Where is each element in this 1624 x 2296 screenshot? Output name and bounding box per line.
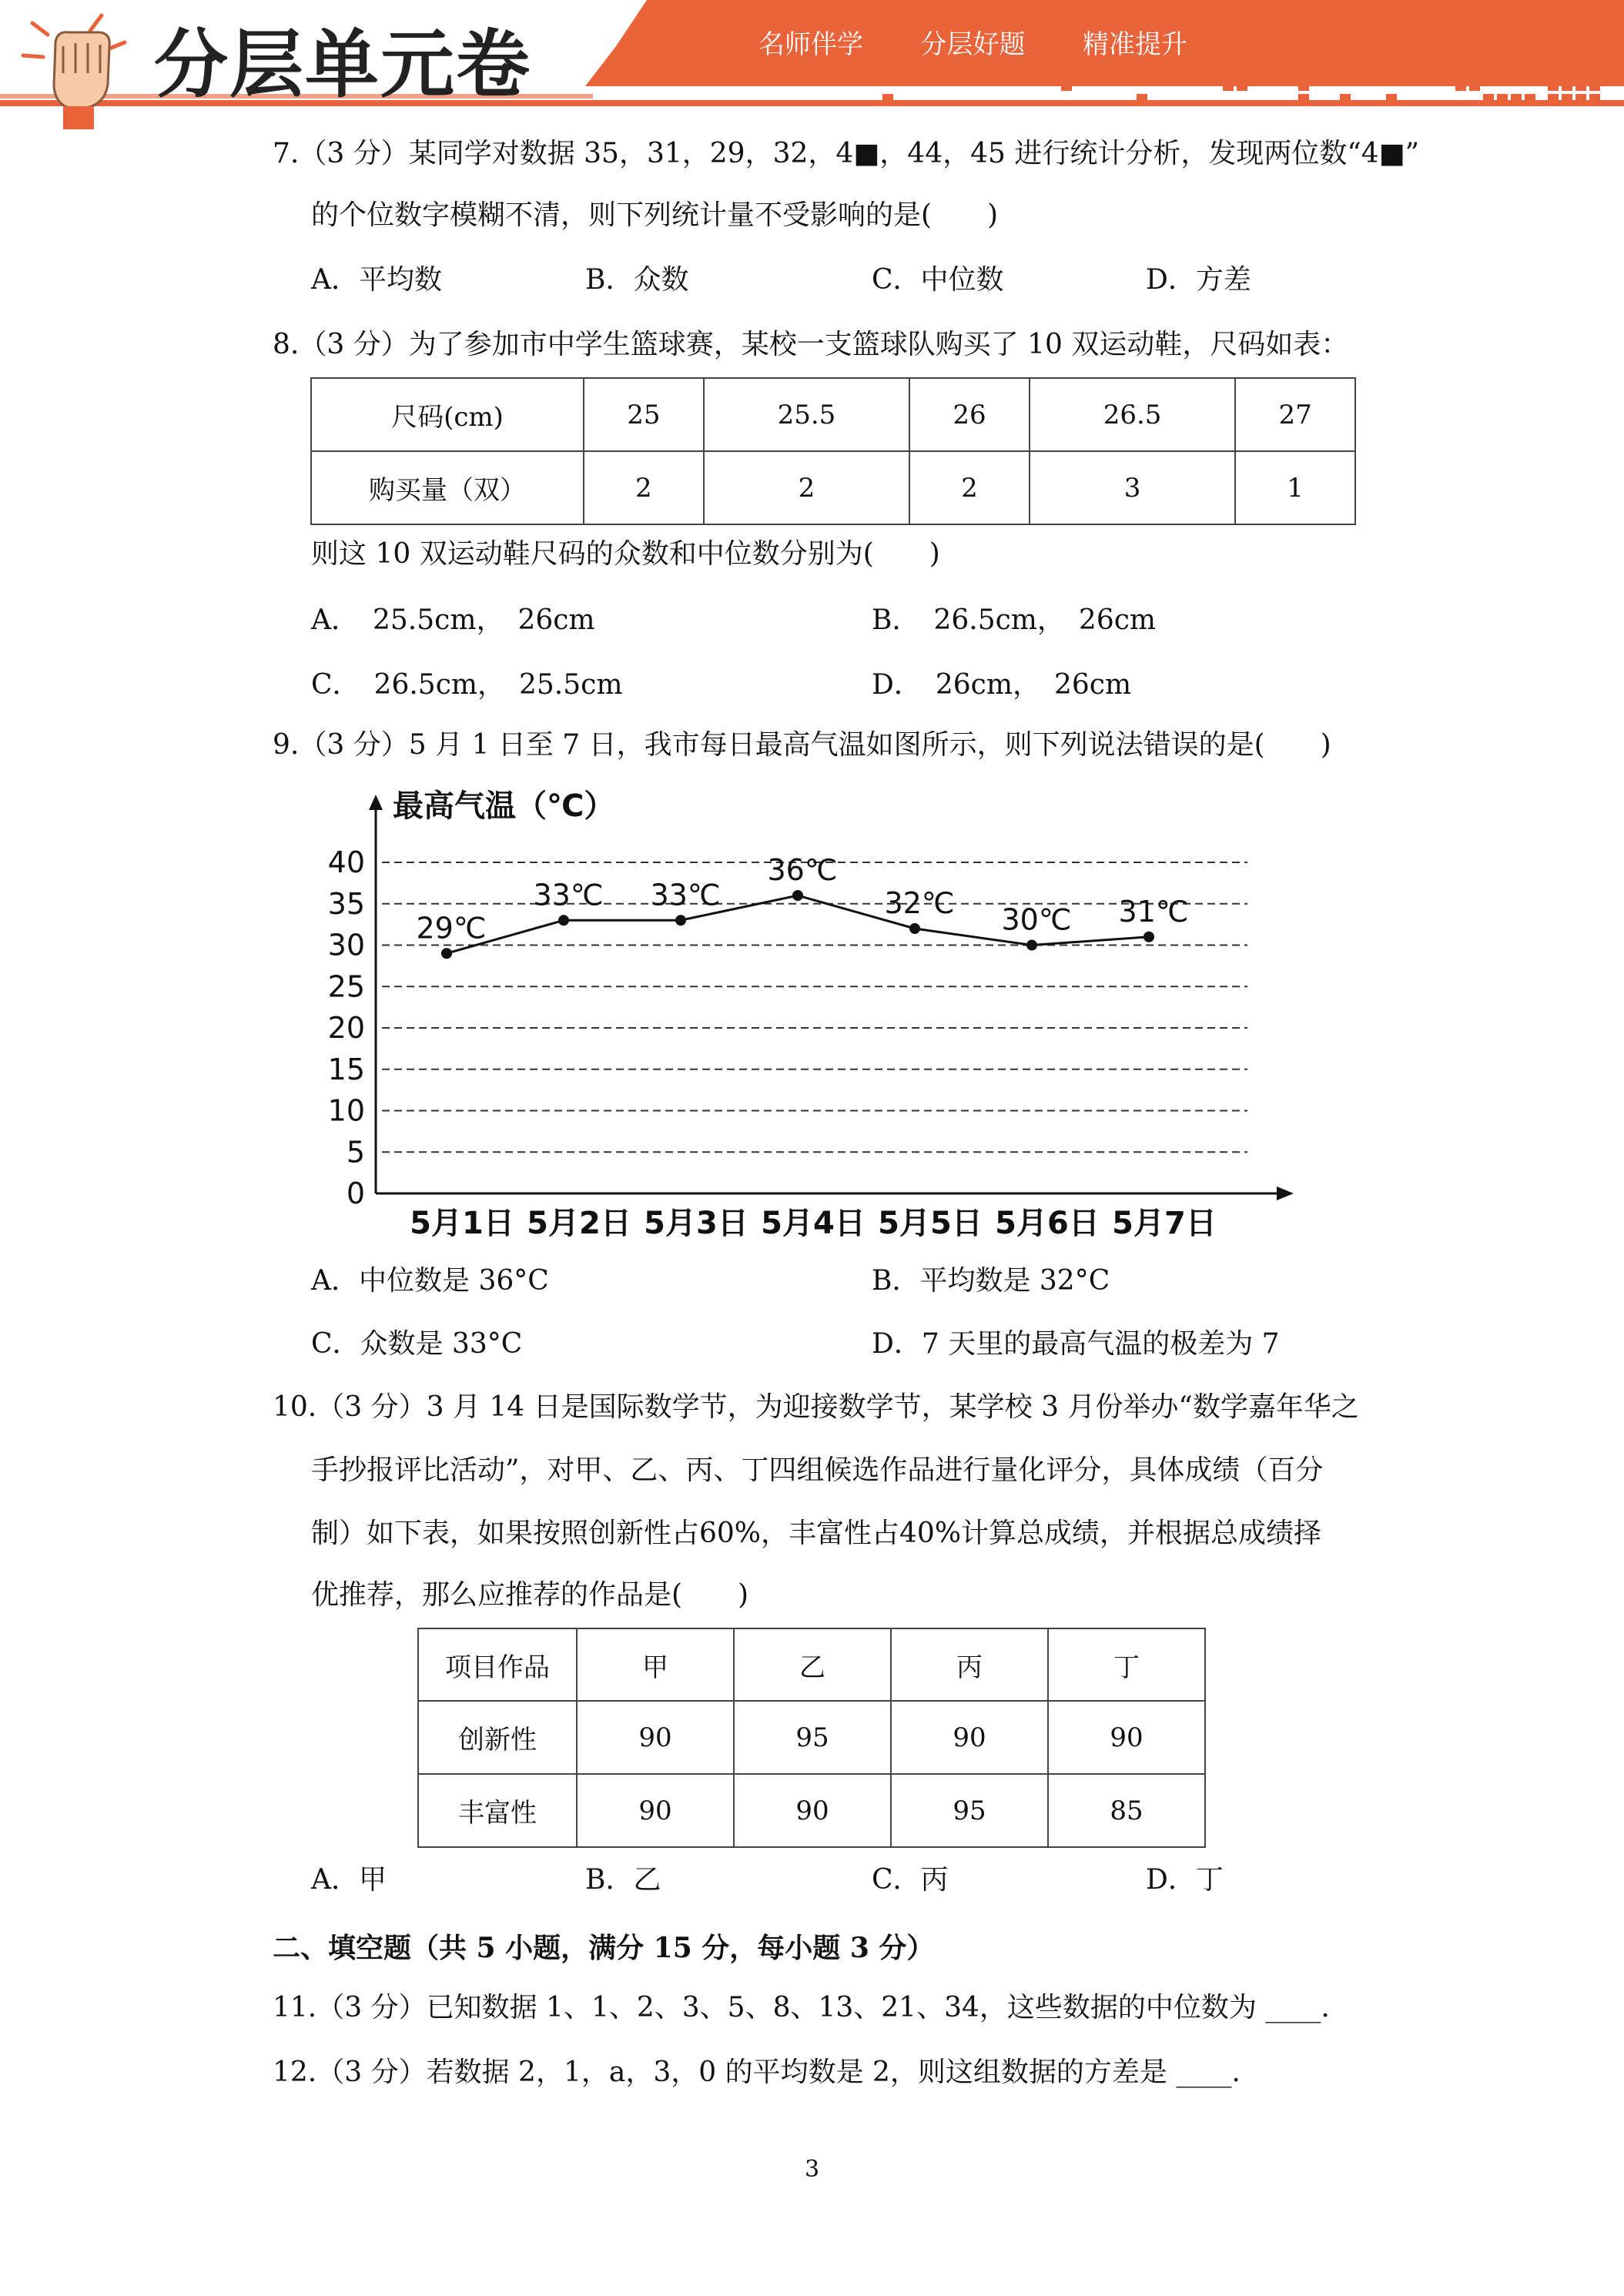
q10-line4: 优推荐，那么应推荐的作品是( ) bbox=[311, 1579, 749, 1611]
q9-option-c: C．众数是 33°C bbox=[311, 1328, 523, 1360]
table-cell: 25.5 bbox=[704, 378, 909, 451]
x-tick-label: 5月3日 bbox=[644, 1206, 748, 1241]
q7-line2: 的个位数字模糊不清，则下列统计量不受影响的是( ) bbox=[311, 199, 999, 231]
q7-line1: 7.（3 分）某同学对数据 35，31，29，32，4■，44，45 进行统计分析，发现两位数“4■” bbox=[273, 138, 1420, 169]
score-table bbox=[417, 1628, 1206, 1848]
header-slogan: 名师伴学 分层好题 精准提升 bbox=[758, 29, 1187, 60]
table-cell: 90 bbox=[577, 1701, 734, 1774]
table-cell: 1 bbox=[1235, 451, 1355, 524]
data-label: 31℃ bbox=[1118, 894, 1189, 929]
q7-option-a: A．平均数 bbox=[311, 264, 442, 296]
data-label: 33℃ bbox=[650, 878, 721, 912]
chart-point-labels bbox=[416, 853, 1188, 945]
table-cell: 95 bbox=[891, 1774, 1048, 1847]
q9-option-b: B．平均数是 32°C bbox=[872, 1265, 1110, 1297]
x-tick-label: 5月6日 bbox=[995, 1206, 1100, 1241]
question-12: 12.（3 分）若数据 2，1，a，3，0 的平均数是 2，则这组数据的方差是 ____. bbox=[273, 2057, 1241, 2088]
table-header-cell: 项目作品 bbox=[418, 1628, 577, 1701]
q9-line1: 9.（3 分）5 月 1 日至 7 日，我市每日最高气温如图所示，则下列说法错误的是( ) bbox=[273, 729, 1331, 761]
q8-option-c: C． 26.5cm， 25.5cm bbox=[311, 669, 623, 701]
x-axis-arrow bbox=[1277, 1186, 1294, 1200]
q10-option-a: A．甲 bbox=[311, 1864, 387, 1896]
section-title: 二、填空题（共 5 小题，满分 15 分，每小题 3 分） bbox=[273, 1932, 935, 1964]
q10-line1: 10.（3 分）3 月 14 日是国际数学节，为迎接数学节，某学校 3 月份举办“数学嘉年华之 bbox=[273, 1391, 1359, 1423]
table-header-cell: 甲 bbox=[577, 1628, 734, 1701]
y-axis-label: 最高气温（℃） bbox=[393, 788, 615, 824]
chart-grid bbox=[382, 862, 1247, 1152]
q8-line2: 则这 10 双运动鞋尺码的众数和中位数分别为( ) bbox=[311, 538, 940, 570]
x-tick-label: 5月1日 bbox=[410, 1206, 514, 1241]
q7-option-c: C．中位数 bbox=[872, 264, 1004, 296]
data-point bbox=[675, 915, 686, 925]
table-cell: 2 bbox=[909, 451, 1030, 524]
y-tick-label: 15 bbox=[327, 1052, 365, 1086]
q8-option-a: A． 25.5cm， 26cm bbox=[311, 604, 595, 636]
table-cell: 2 bbox=[704, 451, 909, 524]
table-cell: 3 bbox=[1030, 451, 1235, 524]
chart-y-ticks bbox=[328, 845, 365, 1210]
table-row-header: 创新性 bbox=[418, 1701, 577, 1774]
q9-option-a: A．中位数是 36°C bbox=[311, 1265, 549, 1297]
data-label: 30℃ bbox=[1001, 902, 1072, 937]
q9-option-d: D．7 天里的最高气温的极差为 7 bbox=[872, 1328, 1280, 1360]
q10-option-b: B．乙 bbox=[585, 1864, 661, 1896]
y-axis-arrow bbox=[369, 795, 383, 810]
y-tick-label: 10 bbox=[327, 1093, 365, 1128]
y-tick-label: 20 bbox=[327, 1011, 365, 1045]
table-cell: 90 bbox=[891, 1701, 1048, 1774]
q10-option-c: C．丙 bbox=[872, 1864, 949, 1896]
q8-option-b: B． 26.5cm， 26cm bbox=[872, 604, 1157, 636]
table-cell: 25 bbox=[584, 378, 704, 451]
table-cell: 2 bbox=[584, 451, 704, 524]
table-header-cell: 丁 bbox=[1048, 1628, 1205, 1701]
x-tick-label: 5月7日 bbox=[1112, 1206, 1217, 1241]
data-point bbox=[558, 915, 569, 925]
data-point bbox=[909, 923, 920, 934]
data-label: 32℃ bbox=[884, 886, 955, 920]
q10-line2: 手抄报评比活动”，对甲、乙、丙、丁四组候选作品进行量化评分，具体成绩（百分 bbox=[311, 1454, 1324, 1486]
shoe-size-table bbox=[310, 377, 1356, 525]
y-tick-label: 35 bbox=[327, 886, 365, 921]
y-tick-label: 25 bbox=[327, 969, 365, 1004]
table-row-header: 尺码(cm) bbox=[311, 378, 584, 451]
table-cell: 26 bbox=[909, 378, 1030, 451]
y-tick-label: 5 bbox=[346, 1135, 365, 1170]
table-cell: 90 bbox=[734, 1774, 891, 1847]
q10-line3: 制）如下表，如果按照创新性占60%，丰富性占40%计算总成绩，并根据总成绩择 bbox=[311, 1518, 1322, 1549]
x-tick-label: 5月5日 bbox=[878, 1206, 983, 1241]
q7-option-d: D．方差 bbox=[1146, 264, 1251, 296]
table-cell: 85 bbox=[1048, 1774, 1205, 1847]
data-point bbox=[1026, 940, 1037, 951]
q8-line1: 8.（3 分）为了参加市中学生篮球赛，某校一支篮球队购买了 10 双运动鞋，尺码如表： bbox=[273, 329, 1349, 360]
q7-option-b: B．众数 bbox=[585, 264, 689, 296]
data-point bbox=[792, 890, 803, 901]
table-header-cell: 丙 bbox=[891, 1628, 1048, 1701]
table-row-header: 丰富性 bbox=[418, 1774, 577, 1847]
q10-option-d: D．丁 bbox=[1146, 1864, 1224, 1896]
header-title: 分层单元卷 bbox=[154, 22, 531, 108]
table-cell: 95 bbox=[734, 1701, 891, 1774]
data-label: 33℃ bbox=[533, 878, 604, 912]
table-cell: 90 bbox=[1048, 1701, 1205, 1774]
data-label: 29℃ bbox=[416, 911, 487, 946]
data-point bbox=[441, 948, 452, 959]
data-point bbox=[1143, 932, 1154, 942]
chart-x-ticks bbox=[410, 1206, 1217, 1241]
table-cell: 27 bbox=[1235, 378, 1355, 451]
table-cell: 90 bbox=[577, 1774, 734, 1847]
fist-logo-icon bbox=[9, 0, 140, 131]
y-tick-label: 40 bbox=[327, 845, 365, 879]
table-row-header: 购买量（双） bbox=[311, 451, 584, 524]
x-tick-label: 5月4日 bbox=[761, 1206, 866, 1241]
y-tick-label: 30 bbox=[327, 928, 365, 962]
data-label: 36℃ bbox=[767, 853, 838, 887]
y-tick-label: 0 bbox=[346, 1176, 365, 1210]
page-number: 3 bbox=[804, 2156, 820, 2183]
temperature-line-chart bbox=[308, 778, 1309, 1255]
table-header-cell: 乙 bbox=[734, 1628, 891, 1701]
q8-option-d: D． 26cm， 26cm bbox=[872, 669, 1132, 701]
x-tick-label: 5月2日 bbox=[527, 1206, 631, 1241]
question-11: 11.（3 分）已知数据 1、1、2、3、5、8、13、21、34，这些数据的中位数为 ____. bbox=[273, 1992, 1330, 2023]
table-cell: 26.5 bbox=[1030, 378, 1235, 451]
